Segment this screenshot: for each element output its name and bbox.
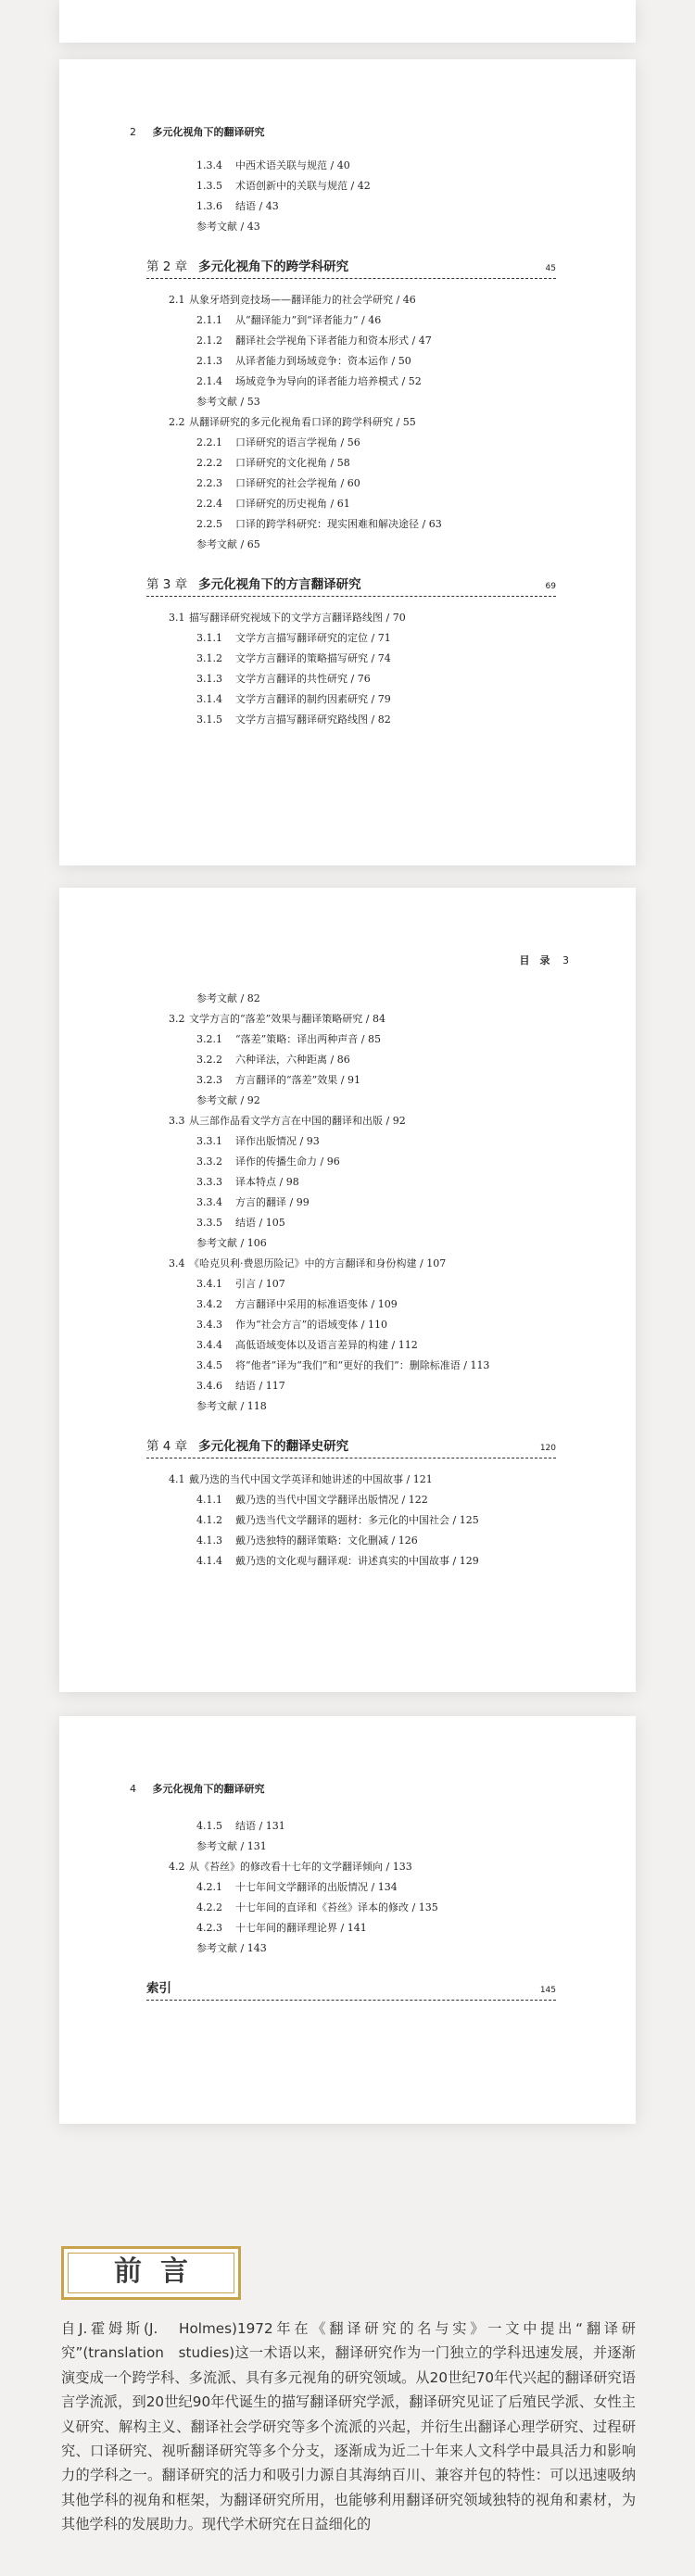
toc-references[interactable]: 参考文献 / 106	[196, 1237, 267, 1249]
chapter-page: 45	[545, 264, 556, 273]
toc-section[interactable]: 2.1 从象牙塔到竞技场——翻译能力的社会学研究 / 46	[169, 294, 416, 306]
toc-entry[interactable]: 2.2.1 口译研究的语言学视角 / 56	[196, 436, 360, 448]
toc-entry[interactable]: 3.1.1 文学方言描写翻译研究的定位 / 71	[196, 632, 391, 644]
toc-entry[interactable]: 3.3.5 结语 / 105	[196, 1217, 285, 1229]
toc-entry[interactable]: 2.2.3 口译研究的社会学视角 / 60	[196, 477, 360, 489]
toc-entry[interactable]: 3.4.6 结语 / 117	[196, 1380, 285, 1392]
toc-entry[interactable]: 4.1.2 戴乃迭当代文学翻译的题材：多元化的中国社会 / 125	[196, 1514, 479, 1526]
toc-entry[interactable]: 4.2.1 十七年间文学翻译的出版情况 / 134	[196, 1881, 398, 1893]
index-page: 145	[539, 1986, 556, 1995]
toc-entry[interactable]: 2.2.5 口译的跨学科研究：现实困难和解决途径 / 63	[196, 518, 442, 530]
index-heading[interactable]: 索引 145	[146, 1972, 556, 2001]
toc-entry[interactable]: 4.1.3 戴乃迭独特的翻译策略：文化删减 / 126	[196, 1534, 418, 1547]
toc-entry[interactable]: 3.3.3 译本特点 / 98	[196, 1176, 299, 1188]
toc-entry[interactable]: 2.2.4 口译研究的历史视角 / 61	[196, 498, 350, 510]
toc-entry[interactable]: 4.1.1 戴乃迭的当代中国文学翻译出版情况 / 122	[196, 1494, 428, 1506]
toc-entry[interactable]: 3.3.1 译作出版情况 / 93	[196, 1135, 320, 1147]
chapter-page: 69	[545, 582, 556, 591]
toc-entry[interactable]: 3.1.4 文学方言翻译的制约因素研究 / 79	[196, 693, 391, 705]
chapter-page: 120	[539, 1444, 556, 1453]
toc-entry[interactable]: 2.1.2 翻译社会学视角下译者能力和资本形式 / 47	[196, 335, 432, 347]
toc-entry[interactable]: 4.2.2 十七年间的直译和《苔丝》译本的修改 / 135	[196, 1901, 438, 1913]
toc-section[interactable]: 3.3 从三部作品看文学方言在中国的翻译和出版 / 92	[169, 1115, 406, 1127]
toc-page-4	[59, 1716, 636, 2124]
preface-title: 前言	[114, 2255, 207, 2288]
toc-entry[interactable]: 3.3.4 方言的翻译 / 99	[196, 1196, 310, 1208]
toc-references[interactable]: 参考文献 / 65	[196, 538, 260, 550]
page-number: 2	[130, 126, 136, 138]
toc-section[interactable]: 4.1 戴乃迭的当代中国文学英译和她讲述的中国故事 / 121	[169, 1473, 433, 1485]
toc-references[interactable]: 参考文献 / 131	[196, 1840, 267, 1852]
toc-page-3	[59, 888, 636, 1692]
toc-references[interactable]: 参考文献 / 82	[196, 992, 260, 1004]
preface-title-box	[61, 2246, 241, 2300]
toc-entry[interactable]: 2.1.3 从译者能力到场域竞争：资本运作 / 50	[196, 355, 411, 367]
toc-list	[59, 156, 636, 730]
toc-references[interactable]: 参考文献 / 143	[196, 1942, 267, 1954]
toc-entry[interactable]: 2.2.2 口译研究的文化视角 / 58	[196, 457, 350, 469]
page-number: 4	[130, 1783, 136, 1795]
running-title: 目 录	[519, 954, 550, 966]
toc-references[interactable]: 参考文献 / 53	[196, 396, 260, 408]
toc-entry[interactable]: 2.1.1 从“翻译能力”到“译者能力” / 46	[196, 314, 382, 326]
toc-entry[interactable]: 3.1.2 文学方言翻译的策略描写研究 / 74	[196, 652, 391, 664]
toc-page-2	[59, 59, 636, 865]
toc-entry[interactable]: 3.2.2 六种译法，六种距离 / 86	[196, 1054, 350, 1066]
toc-entry[interactable]: 3.4.5 将“他者”译为“我们”和“更好的我们”：删除标准语 / 113	[196, 1359, 490, 1371]
toc-entry[interactable]: 3.4.4 高低语域变体以及语言差异的构建 / 112	[196, 1339, 418, 1351]
chapter-heading[interactable]: 第 4 章 多元化视角下的翻译史研究 120	[146, 1430, 556, 1458]
running-header	[130, 124, 265, 139]
toc-entry[interactable]: 3.3.2 译作的传播生命力 / 96	[196, 1155, 340, 1168]
toc-entry[interactable]: 1.3.6 结语 / 43	[196, 200, 279, 212]
running-title: 多元化视角下的翻译研究	[152, 126, 265, 138]
toc-entry[interactable]: 3.2.1 “落差”策略：译出两种声音 / 85	[196, 1033, 381, 1045]
toc-entry[interactable]: 3.4.2 方言翻译中采用的标准语变体 / 109	[196, 1298, 398, 1310]
toc-section[interactable]: 4.2 从《苔丝》的修改看十七年的文学翻译倾向 / 133	[169, 1861, 412, 1873]
running-header	[130, 1781, 265, 1796]
running-title: 多元化视角下的翻译研究	[152, 1783, 265, 1795]
toc-section[interactable]: 3.1 描写翻译研究视域下的文学方言翻译路线图 / 70	[169, 612, 406, 624]
chapter-heading[interactable]: 第 2 章 多元化视角下的跨学科研究 45	[146, 250, 556, 279]
toc-entry[interactable]: 2.1.4 场域竞争为导向的译者能力培养模式 / 52	[196, 375, 422, 387]
toc-section[interactable]: 3.2 文学方言的“落差”效果与翻译策略研究 / 84	[169, 1013, 385, 1025]
toc-entry[interactable]: 3.4.1 引言 / 107	[196, 1278, 285, 1290]
toc-entry[interactable]: 4.2.3 十七年间的翻译理论界 / 141	[196, 1922, 367, 1934]
toc-entry[interactable]: 1.3.4 中西术语关联与规范 / 40	[196, 159, 350, 171]
toc-section[interactable]: 3.4 《哈克贝利·费恩历险记》中的方言翻译和身份构建 / 107	[169, 1257, 447, 1269]
toc-entry[interactable]: 3.4.3 作为“社会方言”的语域变体 / 110	[196, 1319, 387, 1331]
page-fragment-top	[59, 0, 636, 43]
toc-references[interactable]: 参考文献 / 92	[196, 1094, 260, 1106]
toc-entry[interactable]: 3.1.5 文学方言描写翻译研究路线图 / 82	[196, 713, 391, 726]
toc-entry[interactable]: 1.3.5 术语创新中的关联与规范 / 42	[196, 180, 371, 192]
running-header	[520, 953, 570, 967]
toc-entry[interactable]: 4.1.5 结语 / 131	[196, 1820, 285, 1832]
chapter-heading[interactable]: 第 3 章 多元化视角下的方言翻译研究 69	[146, 568, 556, 597]
toc-entry[interactable]: 3.2.3 方言翻译的“落差”效果 / 91	[196, 1074, 360, 1086]
toc-references[interactable]: 参考文献 / 118	[196, 1400, 267, 1412]
toc-list	[59, 989, 636, 1572]
toc-list	[59, 1816, 636, 2012]
toc-entry[interactable]: 4.1.4 戴乃迭的文化观与翻译观：讲述真实的中国故事 / 129	[196, 1555, 479, 1567]
preface-body: 自J.霍姆斯(J. Holmes)1972年在《翻译研究的名与实》一文中提出“翻译研究”(translation studies)这一术语以来，翻译研究作为一门独立的学科迅速发展，并逐渐演变成一个跨学科、多流派、具有多元视角的研究领域。从20世纪70年代兴起的翻译研究语言学流派，到20世纪90年代诞生的描写翻译研究学派，翻译研究见证了后殖民学派、女性主义研究、解构主义、翻译社会学研究等多个流派的兴起，并衍生出翻译心理学研究、过程研究、口译研究、视听翻译研究等多个分支，逐渐成为近二十年来人文科学中最具活力和影响力的学科之一。翻译研究的活力和吸引力源自其海纳百川、兼容并包的特性：可以迅速吸纳其他学科的视角和框架，为翻译研究所用，也能够利用翻译研究领域独特的视角和素材，为其他学科的发展助力。现代学术研究在日益细化的	[61, 2320, 636, 2533]
toc-references[interactable]: 参考文献 / 43	[196, 221, 260, 233]
page-number: 3	[562, 954, 569, 966]
toc-section[interactable]: 2.2 从翻译研究的多元化视角看口译的跨学科研究 / 55	[169, 416, 416, 428]
toc-entry[interactable]: 3.1.3 文学方言翻译的共性研究 / 76	[196, 673, 371, 685]
